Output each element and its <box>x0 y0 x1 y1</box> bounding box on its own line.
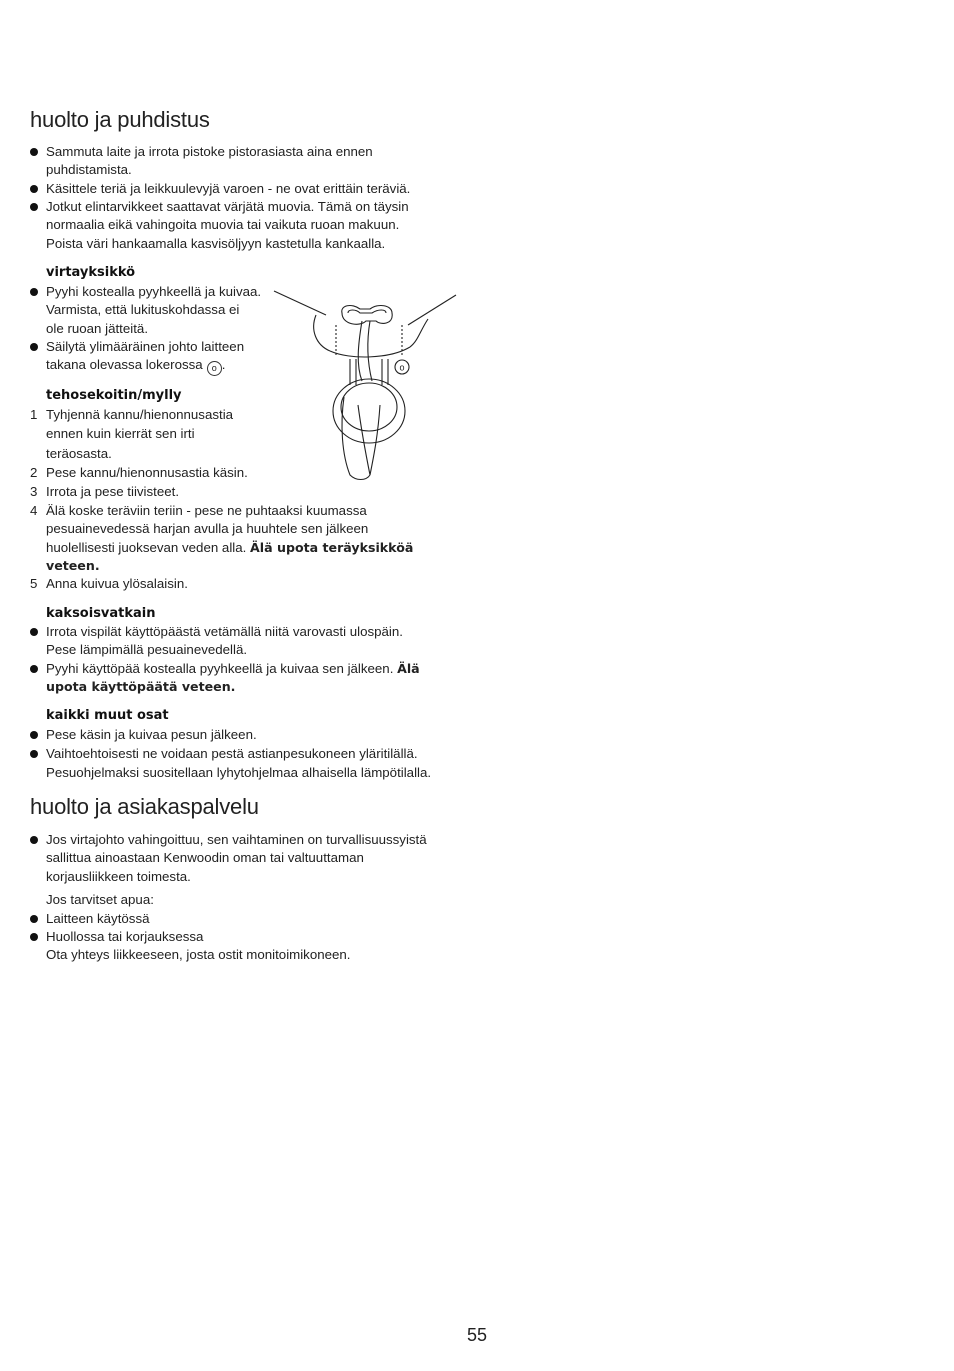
subheading-whisk: kaksoisvatkain <box>46 606 156 621</box>
help-intro: Jos tarvitset apua: <box>46 892 154 907</box>
bullet-icon <box>30 836 38 844</box>
cord-storage-illustration-icon <box>270 285 460 485</box>
storage-ref-icon: o <box>207 361 222 376</box>
bullet-icon <box>30 933 38 941</box>
bullet-icon <box>30 915 38 923</box>
list-item: Pyyhi käyttöpää kostealla pyyhkeellä ja kuivaa sen jälkeen. Älä upota käyttöpäätä veteen. <box>46 660 420 697</box>
bullet-icon <box>30 288 38 296</box>
subheading-other-parts: kaikki muut osat <box>46 708 169 723</box>
list-item: 1 Tyhjennä kannu/hienonnusastia ennen kuin kierrät sen irti teräosasta. <box>30 407 234 461</box>
bullet-icon <box>30 148 38 156</box>
list-item: Vaihtoehtoisesti ne voidaan pestä astianpesukoneen yläritilällä. Pesuohjelmaksi suositellaan lyhytohjelmaa alhaisella lämpötilalla. <box>46 745 431 783</box>
subheading-power-unit: virtayksikkö <box>46 265 136 280</box>
list-item: Irrota vispilät käyttöpäästä vetämällä niitä varovasti ulospäin. Pese lämpimällä pesuainevedellä. <box>46 623 403 660</box>
list-item: Jotkut elintarvikkeet saattavat värjätä muovia. Tämä on täysin normaalia eikä vahingoita muovia tai vaikuta ruoan makuun. Poista väri hankaamalla kasvisöljyyn kastetulla kankaalla. <box>46 198 409 253</box>
subheading-blender: tehosekoitin/mylly <box>46 388 182 403</box>
bullet-icon <box>30 750 38 758</box>
section-title-service: huolto ja asiakaspalvelu <box>30 794 259 819</box>
list-item: Jos virtajohto vahingoittuu, sen vaihtaminen on turvallisuussyistä sallittua ainoastaan Kenwoodin oman tai valtuuttaman korjausliikkeen toimesta. <box>46 831 427 886</box>
list-item: 2 Pese kannu/hienonnusastia käsin. <box>30 465 248 480</box>
list-item: 3 Irrota ja pese tiivisteet. <box>30 484 180 499</box>
list-item: Säilytä ylimääräinen johto laitteen takana olevassa lokerossa o . <box>46 338 244 376</box>
illustration-label: o <box>399 362 405 373</box>
list-item: Sammuta laite ja irrota pistoke pistorasiasta aina ennen puhdistamista. <box>46 143 373 180</box>
bullet-icon <box>30 203 38 211</box>
bullet-icon <box>30 628 38 636</box>
list-item: Laitteen käytössä <box>46 910 150 928</box>
list-item: Pese käsin ja kuivaa pesun jälkeen. <box>46 726 257 744</box>
bullet-icon <box>30 731 38 739</box>
bullet-icon <box>30 343 38 351</box>
list-item: 4 Älä koske teräviin teriin - pese ne puhtaaksi kuumassa pesuainevedessä harjan avulla ja huuhtele sen jälkeen huolellisesti juoksevan veden alla. Älä upota teräyksikköä veteen. <box>30 503 414 573</box>
bullet-icon <box>30 665 38 673</box>
list-item: 5 Anna kuivua ylösalaisin. <box>30 576 188 591</box>
bullet-icon <box>30 185 38 193</box>
list-item: Pyyhi kostealla pyyhkeellä ja kuivaa. Varmista, että lukituskohdassa ei ole ruoan jätteitä. <box>46 283 261 338</box>
section-title-cleaning: huolto ja puhdistus <box>30 107 210 132</box>
page-number: 55 <box>466 1325 488 1345</box>
list-item: Käsittele teriä ja leikkuulevyjä varoen - ne ovat erittäin teräviä. <box>46 180 410 198</box>
list-item: Huollossa tai korjauksessa Ota yhteys liikkeeseen, josta ostit monitoimikoneen. <box>46 928 351 965</box>
